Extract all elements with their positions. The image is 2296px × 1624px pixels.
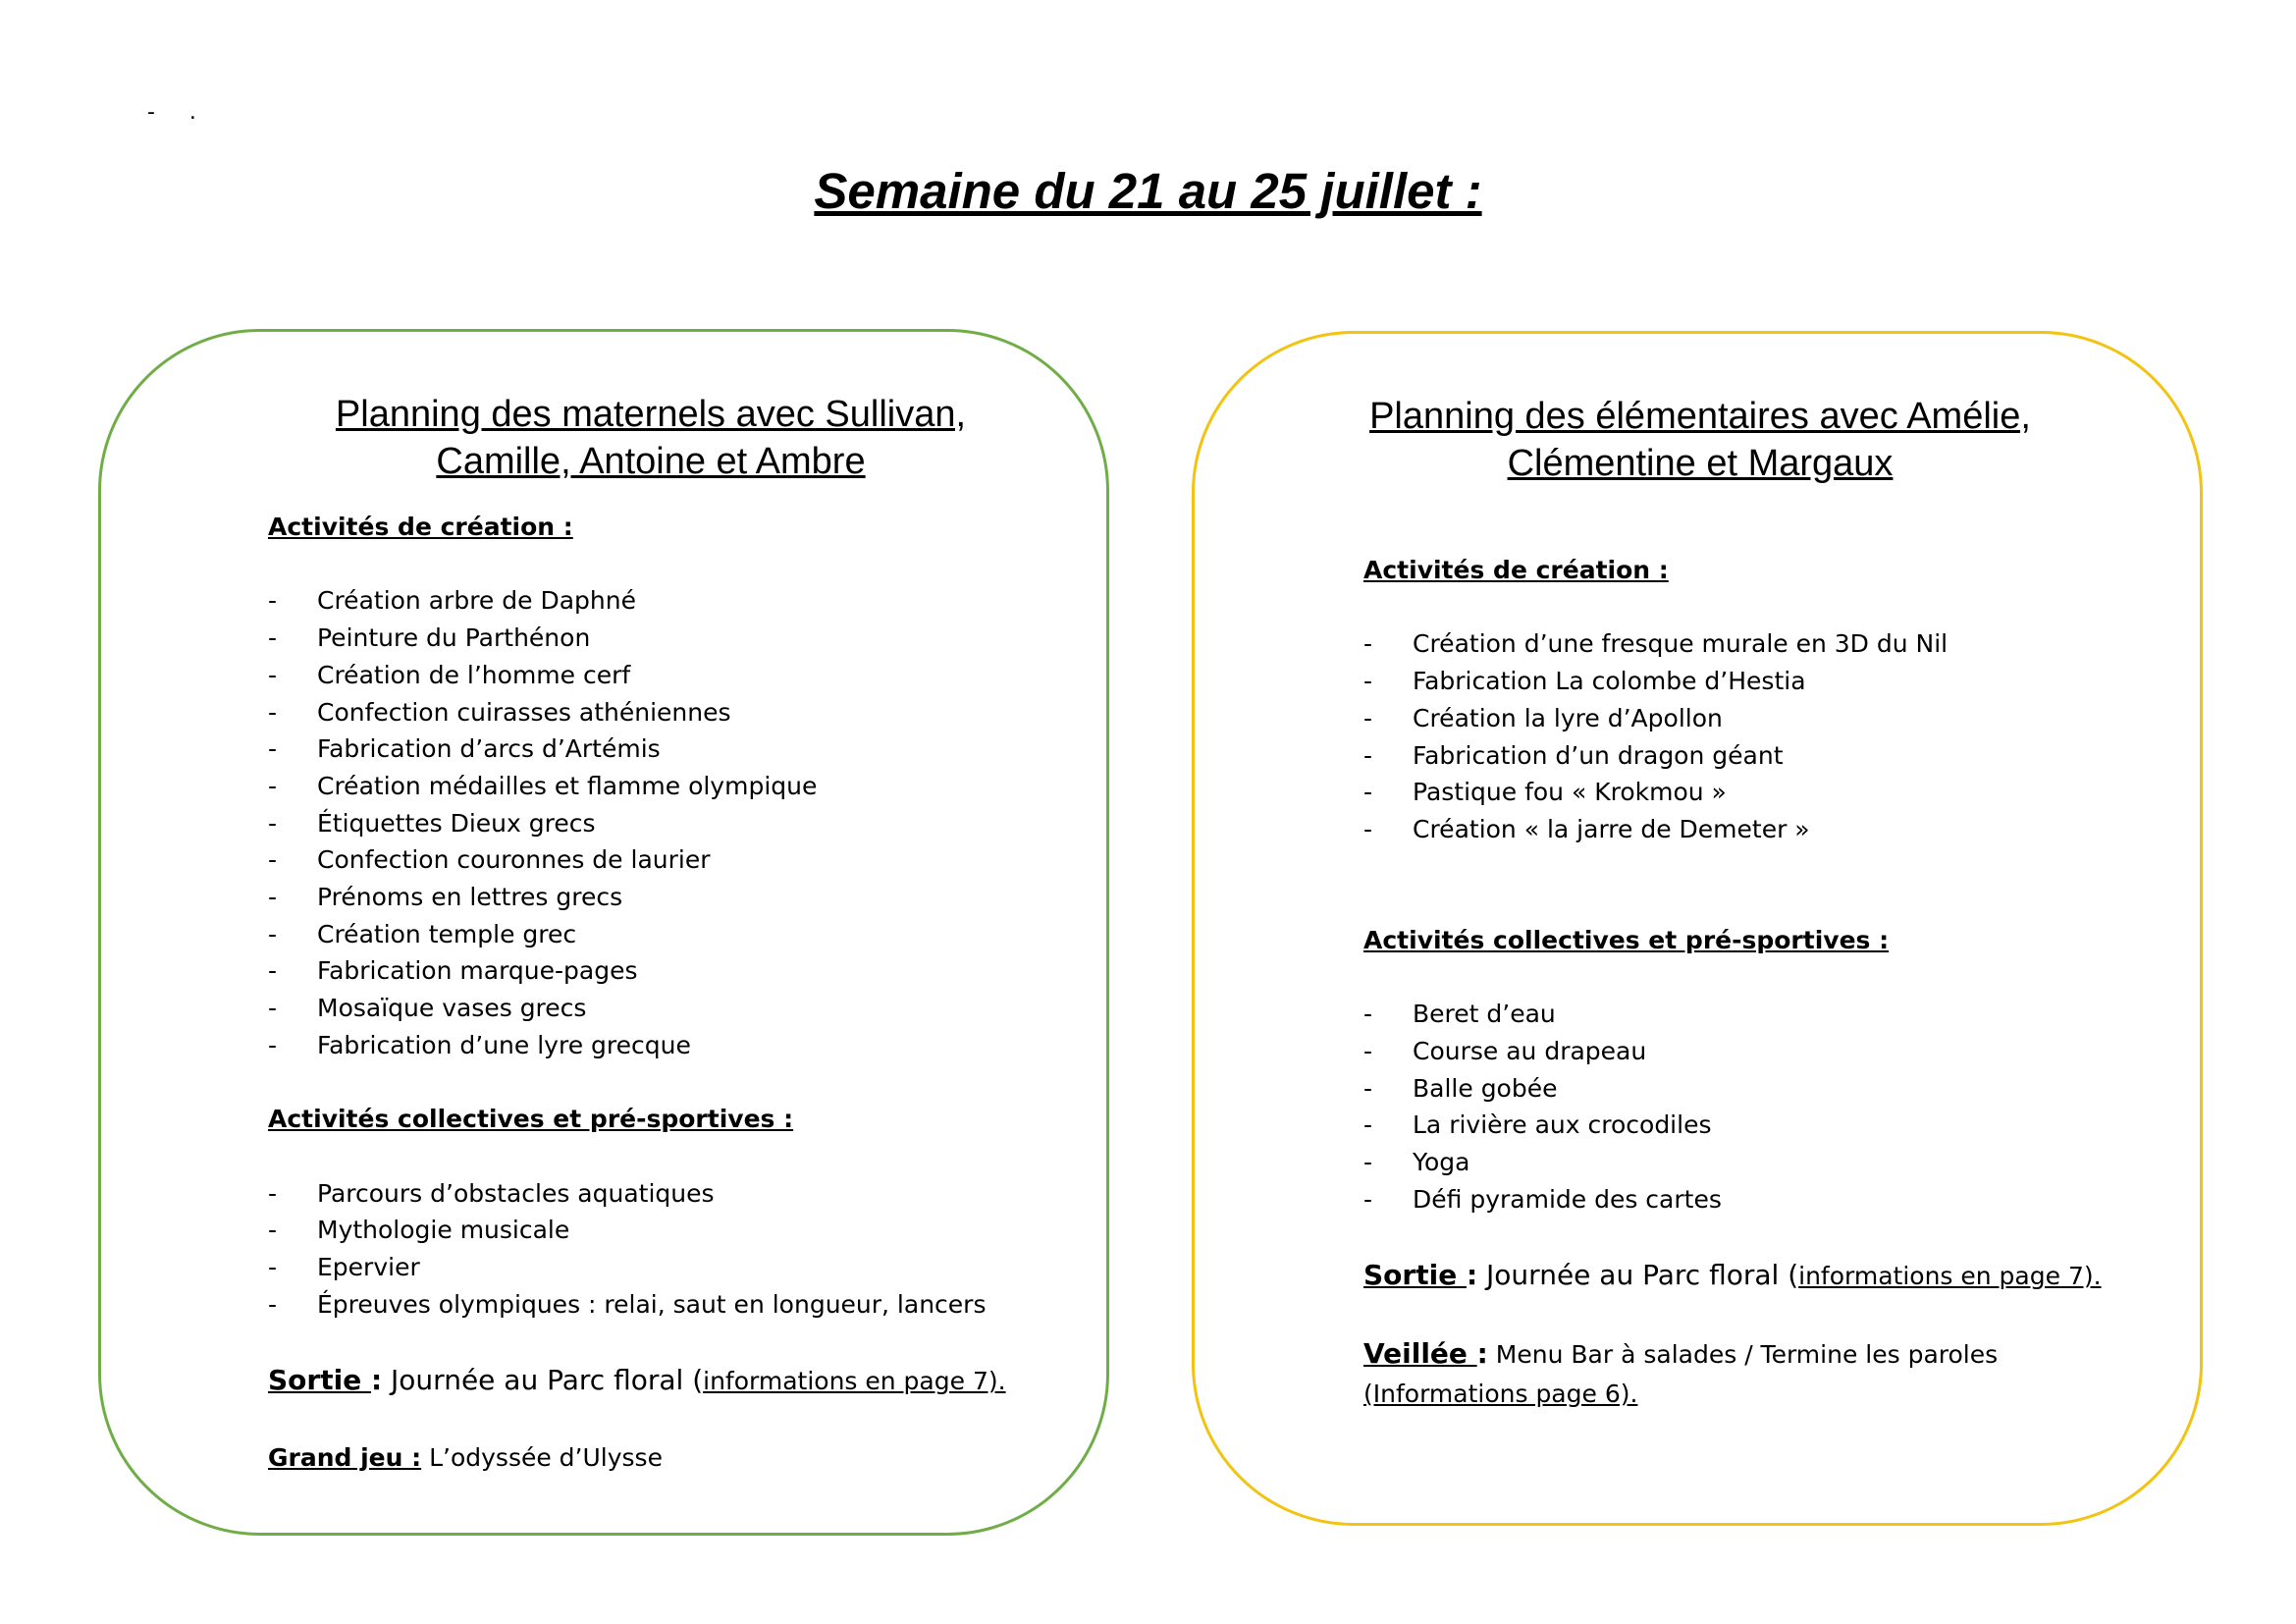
page-title: Semaine du 21 au 25 juillet : xyxy=(814,163,1482,219)
list-item: - Mythologie musicale xyxy=(268,1212,1014,1249)
list-item: - Défi pyramide des cartes xyxy=(1363,1181,2109,1218)
list-item: - Prénoms en lettres grecs xyxy=(268,879,1014,916)
list-item: - Beret d’eau xyxy=(1363,996,2109,1033)
heading-line-1: Planning des élémentaires avec Amélie, xyxy=(1369,396,2031,437)
list-item: - Création la lyre d’Apollon xyxy=(1363,700,2109,737)
maternels-panel-body xyxy=(268,509,1014,1477)
list-item: - Création médailles et flamme olympique xyxy=(268,768,1014,805)
creation-list xyxy=(268,582,1014,1063)
outing-text: Journée au Parc floral ( xyxy=(1477,1259,1799,1292)
list-item: - Mosaïque vases grecs xyxy=(268,990,1014,1027)
list-item: - Course au drapeau xyxy=(1363,1033,2109,1070)
list-item: - Fabrication d’un dragon géant xyxy=(1363,737,2109,775)
list-item: - Étiquettes Dieux grecs xyxy=(268,805,1014,842)
list-item: - Fabrication d’une lyre grecque xyxy=(268,1027,1014,1064)
list-item: - Création « la jarre de Demeter » xyxy=(1363,811,2109,848)
game-label: Grand jeu : xyxy=(268,1442,422,1472)
list-item: - Création temple grec xyxy=(268,916,1014,953)
creation-list xyxy=(1363,625,2109,847)
maternels-panel-heading xyxy=(258,391,1043,485)
list-item: - Création arbre de Daphné xyxy=(268,582,1014,620)
creation-section-title: Activités de création : xyxy=(1363,556,1669,584)
collective-section-title: Activités collectives et pré-sportives : xyxy=(1363,925,1890,954)
list-item: - Fabrication d’arcs d’Artémis xyxy=(268,731,1014,768)
outing-label: Sortie xyxy=(268,1364,371,1397)
collective-list xyxy=(1363,996,2109,1218)
outing-info: informations en page 7). xyxy=(1798,1262,2102,1291)
heading-line-2: Camille, Antoine et Ambre xyxy=(436,441,866,482)
list-item: - Yoga xyxy=(1363,1144,2109,1181)
list-item: - Confection couronnes de laurier xyxy=(268,841,1014,879)
creation-section-title: Activités de création : xyxy=(268,513,573,541)
game-line xyxy=(268,1439,1014,1477)
list-item: - Peinture du Parthénon xyxy=(268,620,1014,657)
list-item: - La rivière aux crocodiles xyxy=(1363,1107,2109,1144)
evening-line xyxy=(1363,1334,2109,1414)
heading-line-1: Planning des maternels avec Sullivan, xyxy=(335,394,967,435)
maternels-panel xyxy=(98,329,1109,1536)
outing-text: Journée au Parc floral ( xyxy=(382,1364,704,1397)
game-text: L’odyssée d’Ulysse xyxy=(421,1442,663,1472)
list-item: - Épreuves olympiques : relai, saut en longueur, lancers xyxy=(268,1286,1014,1324)
outing-colon: : xyxy=(1466,1259,1478,1292)
outing-colon: : xyxy=(370,1364,383,1397)
evening-colon: : xyxy=(1476,1336,1488,1370)
list-item: - Confection cuirasses athéniennes xyxy=(268,694,1014,731)
outing-label: Sortie xyxy=(1363,1259,1467,1292)
list-item: - Epervier xyxy=(268,1249,1014,1286)
outing-line xyxy=(1363,1255,2109,1297)
outing-line xyxy=(268,1360,1014,1402)
collective-section-title: Activités collectives et pré-sportives : xyxy=(268,1105,794,1134)
list-item: - Parcours d’obstacles aquatiques xyxy=(268,1175,1014,1213)
list-item: - Pastique fou « Krokmou » xyxy=(1363,774,2109,811)
evening-label: Veillée xyxy=(1363,1336,1477,1370)
elementaires-panel-body xyxy=(1363,552,2109,1414)
list-item: - Création de l’homme cerf xyxy=(268,657,1014,694)
evening-info: (Informations page 6). xyxy=(1363,1379,1638,1408)
list-item: - Fabrication marque-pages xyxy=(268,952,1014,990)
spacer xyxy=(1363,885,2109,922)
spacer xyxy=(1363,1297,2109,1334)
outing-info: informations en page 7). xyxy=(703,1367,1006,1396)
corner-mark: - . xyxy=(147,100,196,125)
evening-text: Menu Bar à salades / Termine les paroles xyxy=(1487,1339,1999,1369)
heading-line-2: Clémentine et Margaux xyxy=(1507,443,1894,484)
elementaires-panel xyxy=(1192,331,2203,1526)
spacer xyxy=(268,1402,1014,1439)
list-item: - Balle gobée xyxy=(1363,1070,2109,1108)
elementaires-panel-heading xyxy=(1293,393,2108,487)
list-item: - Création d’une fresque murale en 3D du Nil xyxy=(1363,625,2109,663)
list-item: - Fabrication La colombe d’Hestia xyxy=(1363,663,2109,700)
collective-list xyxy=(268,1175,1014,1324)
